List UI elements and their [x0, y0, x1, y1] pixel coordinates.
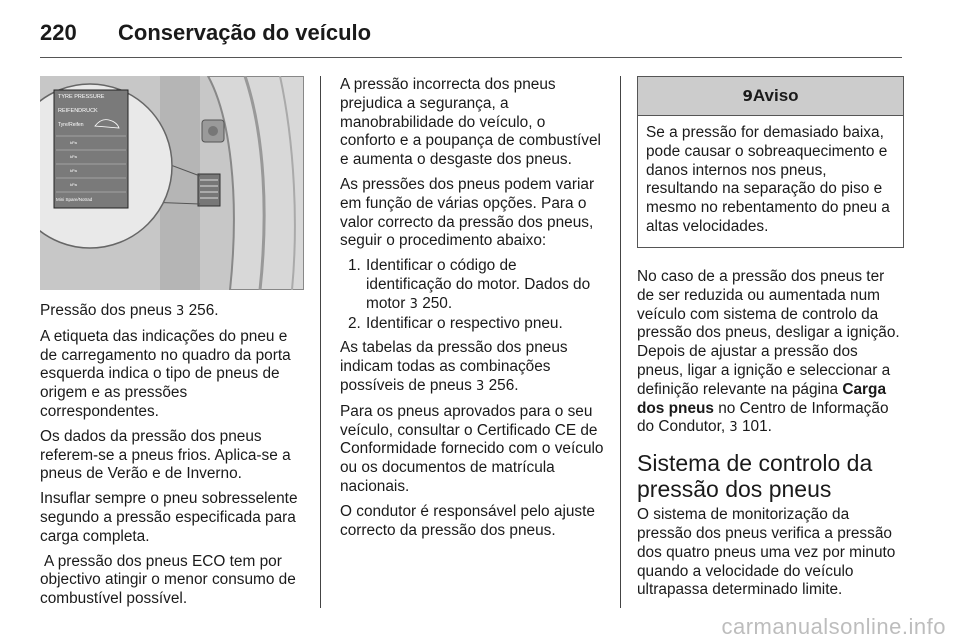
warning-title: Aviso — [752, 86, 799, 105]
label-row-3: kPa — [70, 168, 77, 173]
warning-text: Se a pressão for demasiado baixa, pode causar o sobreaquecimento e danos internos nos pneus, resultando na separação do piso e mesmo no rebentamento do pneu a altas velocidades. — [646, 124, 890, 235]
label-line-1: TYRE PRESSURE — [58, 94, 105, 100]
cross-reference — [40, 302, 304, 322]
paragraph-spare-first: Insuflar sempre o pneu sobresselente segundo a pressão especificada para — [40, 490, 298, 526]
step-item — [340, 257, 605, 314]
paragraph-pressure-tables — [340, 339, 605, 396]
paragraph-eco-first: A pressão dos pneus ECO tem por — [44, 552, 282, 570]
reference-page[interactable]: 101. — [741, 418, 772, 436]
arrow-icon: 3 — [176, 304, 185, 319]
warning-box — [637, 76, 904, 248]
label-row-1: kPa — [70, 140, 77, 145]
reference-text: Pressão dos pneus — [40, 302, 172, 319]
page-title: Conservação do veículo — [118, 20, 372, 45]
arrow-icon: 3 — [729, 420, 738, 436]
label-row-4: kPa — [70, 182, 77, 187]
step-number: 2. — [348, 314, 361, 332]
paragraph-monitoring-system: O sistema de monitorização da pressão dos pneus verifica a pressão dos quatro pneus uma vez por minuto quando a velocidade do veículo ultrapassa determinado limite. — [637, 506, 896, 599]
paragraph-text: As tabelas da pressão dos pneus indicam todas as combinações possíveis de pneus — [340, 339, 568, 394]
paragraph-cold-tyres: Os dados da pressão dos pneus referem-se a pneus frios. Aplica-se a pneus de Verão e de Inverno. — [40, 427, 291, 483]
label-line-3: Tyre/Reifen — [58, 122, 84, 128]
label-line-2: REIFENDRUCK — [58, 108, 98, 114]
paragraph-pressure-options: As pressões dos pneus podem variar em função de várias opções. Para o valor correcto da pressão dos pneus, seguir o procedimento abaixo: — [340, 175, 595, 250]
menu-page-name: Carga dos pneus — [637, 380, 886, 417]
reference-page[interactable]: 256. — [188, 302, 219, 319]
procedure-steps — [340, 257, 605, 333]
paragraph-incorrect-pressure: A pressão incorrecta dos pneus prejudica a segurança, a manobrabilidade do veículo, o conforto e a poupança de combustível e aumenta o desgaste dos pneus. — [340, 76, 601, 169]
column-1 — [40, 302, 304, 615]
page-header — [40, 12, 902, 52]
paragraph-eco-rest: objectivo atingir o menor consumo de combustível possível. — [40, 571, 296, 608]
paragraph-approved-tyres: Para os pneus aprovados para o seu veículo, consultar o Certificado CE de Conformidade fornecido com o veículo ou os documentos de matrícula nacionais. — [340, 402, 604, 495]
paragraph-spare-rest: carga completa. — [40, 527, 150, 545]
paragraph-adjust-pressure — [637, 268, 902, 438]
header-rule — [40, 57, 902, 58]
paragraph-driver-responsible: O condutor é responsável pelo ajuste correcto da pressão dos pneus. — [340, 502, 595, 539]
step-text: Identificar o código de identificação do motor. Dados do motor — [366, 257, 591, 312]
paragraph-text: no Centro de Informação do Condutor, — [637, 399, 889, 436]
arrow-icon: 3 — [476, 378, 485, 394]
reference-page[interactable]: 250. — [422, 294, 453, 312]
paragraph-spare-tyre — [40, 490, 304, 546]
tyre-label-illustration — [40, 76, 304, 290]
warning-header — [638, 77, 903, 116]
paragraph-text: No caso de a pressão dos pneus ter de ser reduzida ou aumentada num veículo com sistema de controlo da pressão dos pneus, desligar a ignição. Depois de ajustar a pressão dos pneus, ligar a ignição e seleccionar a definição relevante na página — [637, 268, 900, 398]
column-3 — [637, 268, 902, 606]
reference-page[interactable]: 256. — [488, 376, 519, 394]
tyre-label-figure — [40, 76, 304, 290]
arrow-icon: 3 — [409, 296, 418, 312]
page-number: 220 — [40, 20, 77, 45]
column-2 — [340, 76, 605, 546]
watermark: carmanualsonline.info — [721, 614, 946, 639]
paragraph-tyre-label: A etiqueta das indicações do pneu e de carregamento no quadro da porta esquerda indica o tipo de pneus de origem e as pressões correspondentes. — [40, 327, 291, 420]
paragraph-eco-pressure — [40, 553, 304, 609]
step-item — [340, 315, 605, 334]
step-text: Identificar o respectivo pneu. — [366, 314, 563, 332]
label-row-2: kPa — [70, 154, 77, 159]
column-divider-left — [320, 76, 321, 608]
label-footer: Mini Spare/Notrad — [56, 197, 93, 202]
warning-icon: 9 — [742, 87, 753, 105]
step-number: 1. — [348, 257, 361, 275]
section-heading: Sistema de controlo da pressão dos pneus — [637, 450, 873, 503]
column-divider-right — [620, 76, 621, 608]
